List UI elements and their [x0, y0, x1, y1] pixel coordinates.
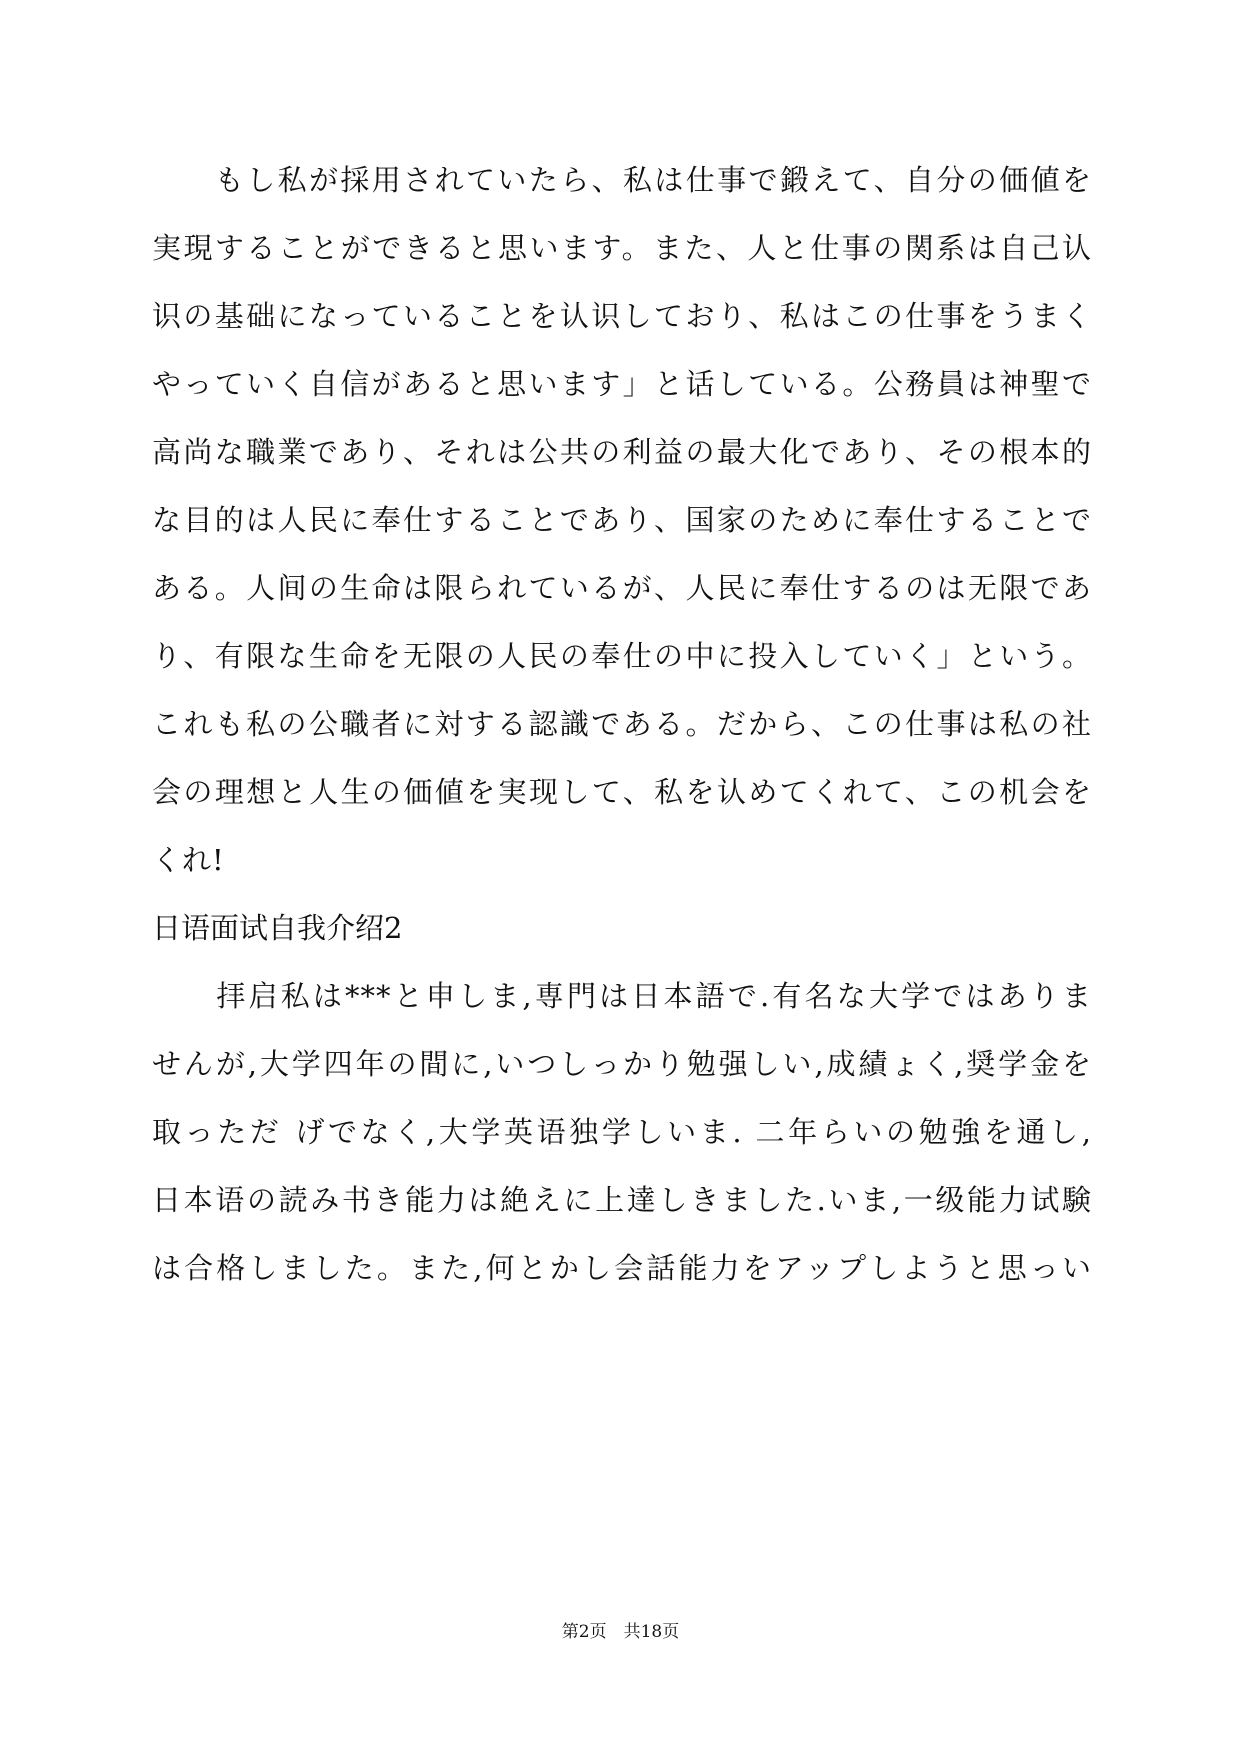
page-number: 第2页 共18页: [561, 1622, 680, 1642]
paragraph-line: やっていく自信があると思います」と话している。公務員は神聖で: [152, 367, 1092, 401]
paragraph-line: 拝启私は***と申しま,専門は日本語で.有名な大学ではありま: [152, 979, 1092, 1013]
paragraph-line: な目的は人民に奉仕することであり、国家のために奉仕することで: [152, 503, 1092, 537]
paragraph-line: ある。人间の生命は限られているが、人民に奉仕するのは无限であ: [152, 571, 1092, 605]
paragraph-line: 取っただ げでなく,大学英语独学しいま. 二年らいの勉強を通し,: [152, 1115, 1092, 1149]
paragraph-line: 识の基础になっていることを认识しており、私はこの仕事をうまく: [152, 299, 1092, 333]
paragraph-line: もし私が採用されていたら、私は仕事で鍛えて、自分の価値を: [152, 163, 1092, 197]
section-heading: 日语面试自我介绍2: [152, 911, 403, 945]
paragraph-line: せんが,大学四年の間に,いつしっかり勉强しい,成績ょく,奨学金を: [152, 1047, 1092, 1081]
paragraph-line: 高尚な職業であり、それは公共の利益の最大化であり、その根本的: [152, 435, 1092, 469]
paragraph-line: は合格しました。また,何とかし会話能力をアップしようと思っい: [152, 1251, 1092, 1285]
paragraph-line: り、有限な生命を无限の人民の奉仕の中に投入していく」という。: [152, 639, 1092, 673]
paragraph-line: 実現することができると思います。また、人と仕事の関系は自己认: [152, 231, 1092, 265]
paragraph-line: これも私の公職者に対する認識である。だから、この仕事は私の社: [152, 707, 1092, 741]
paragraph-line: 会の理想と人生の価値を実现して、私を认めてくれて、この机会を: [152, 775, 1092, 809]
paragraph-line: 日本语の読み书き能力は絶えに上達しきました.いま,一级能力试験: [152, 1183, 1092, 1217]
paragraph-line: くれ!: [152, 843, 225, 877]
